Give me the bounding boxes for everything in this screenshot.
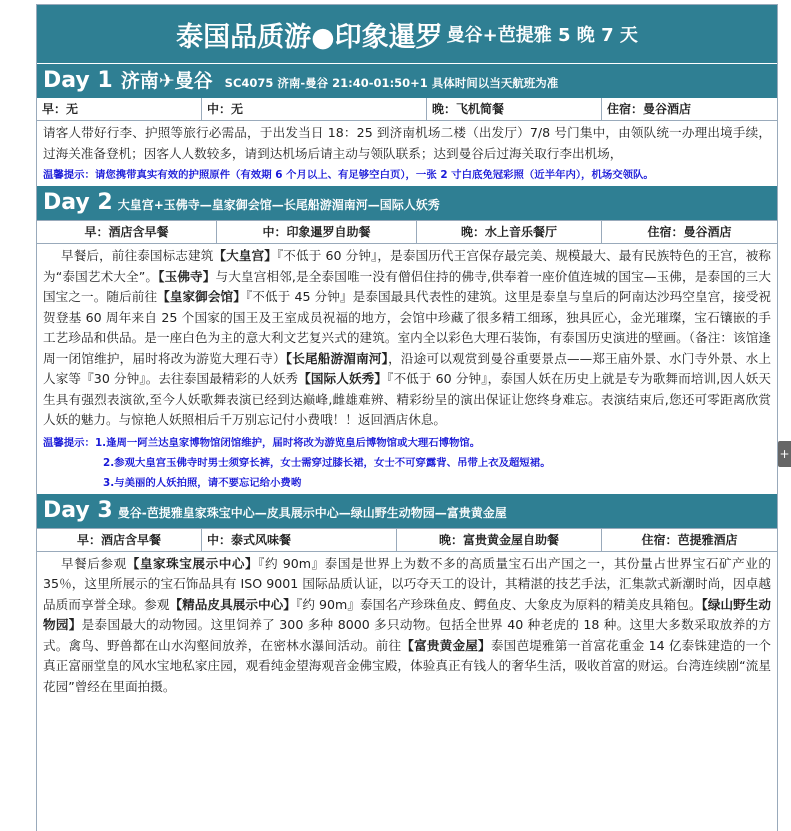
title-sub: 曼谷+芭提雅 5 晚 7 天 [446,25,638,46]
day2-text-6: 『不低于 60 分钟』，泰国人妖在历史上就是专为歌舞而培训,因人妖天生具有强烈表演欲,至今人妖歌舞表演已经到达巅峰,雌雄难辨、精彩纷呈的演出保证让您终身难忘。表演结束后,您还可零距离欣赏人妖的魅力。与惊艳人妖照相后千万别忘记付小费哦！！返回酒店休息。 [43,371,771,427]
day2-lunch: 中：印象暹罗自助餐 [217,221,417,243]
day1-meals [37,98,777,121]
day2-description [37,244,777,431]
day3-breakfast: 早：酒店含早餐 [37,529,202,551]
day1-breakfast: 早：无 [37,98,202,120]
day2-tip-3: 3.与美丽的人妖拍照，请不要忘记给小费哟 [103,476,302,489]
day1-tip: 温馨提示：请您携带真实有效的护照原件（有效期 6 个月以上、有足够空白页），一张 2 寸白底免冠彩照（近半年内），机场交领队。 [43,169,654,181]
day3-highlight-golden-house: 【富贵黄金屋】 [401,637,491,653]
day3-lunch: 中：泰式风味餐 [202,529,397,551]
day1-text: 请客人带好行李、护照等旅行必需品，于出发当日 18：25 到济南机场二楼（出发厅）7/8 号门集中，由领队统一办理出境手续，过海关准备登机；因客人人数较多，请到达机场后请主动与领队联系；达到曼谷后过海关取行李出机场， [43,125,771,161]
day2-meals [37,220,777,244]
plus-icon: + [779,447,790,461]
day3-highlight-jewelry: 【皇家珠宝展示中心】 [126,555,259,571]
day2-text-5: ，沿途可以观赏到曼谷重要景点——郑王庙外景、水门寺外景、水上人家等『30 分钟』。去往泰国最精彩的人妖秀 [43,350,772,386]
day2-tip-2: 2.参观大皇宫玉佛寺时男士须穿长裤，女士需穿过膝长裙，女士不可穿露背、吊带上衣及超短裙。 [103,456,551,469]
day3-dinner: 晚：富贵黄金屋自助餐 [397,529,602,551]
itinerary-document [36,4,778,831]
day1-route: 济南✈曼谷 [120,70,213,92]
day2-highlight-longtail-boat: 【长尾船游湄南河】 [285,350,389,366]
day2-highlight-ladyboy-show: 【国际人妖秀】 [298,371,388,386]
page-title [37,5,777,63]
title-main: 泰国品质游●印象暹罗 [176,21,443,53]
day3-description [37,552,777,698]
day2-text-3: 与大皇宫相邻,是全泰国唯一没有僧侣住持的佛寺,供奉着一座价值连城的国宝—玉佛，是泰国的三大国宝之一。随后前往 [43,268,771,304]
day1-header [37,63,777,98]
day3-number: Day 3 [43,497,113,523]
day3-route: 曼谷-芭提雅皇家珠宝中心—皮具展示中心—绿山野生动物园—富贵黄金屋 [117,505,507,520]
day2-text-4: 『不低于 45 分钟』是泰国最具代表性的建筑。这里是泰皇与皇后的阿南达沙玛空皇宫，接受祝贺登基 60 周年来自 25 个国家的国王及王室成员祝福的地方，会馆中珍藏了很多精工细琢，独具匠心，金光璀璨，宝石镶嵌的手工艺珍品和供品。是一座白色为主的意大利文艺复兴式的建筑。室内全以彩色大理石装饰，有泰国历史演进的壁画。（备注：该馆逢周一闭馆维护，届时将改为游览大理石寺） [43,289,772,366]
day1-hotel: 住宿：曼谷酒店 [607,102,692,116]
day2-text-2: 『不低于 60 分钟』，是泰国历代王宫保存最完美、规模最大、最有民族特色的王宫，被称为“泰国艺术大全”。 [43,248,771,284]
day2-highlight-emerald-buddha: 【玉佛寺】 [158,268,216,284]
day2-route: 大皇宫+玉佛寺—皇家御会馆—长尾船游湄南河—国际人妖秀 [117,198,440,212]
day3-highlight-zoo: 【绿山野生动物园】 [43,596,772,632]
day2-tip-1: 温馨提示：1.逢周一阿兰达皇家博物馆闭馆维护，届时将改为游览皇后博物馆或大理石博物馆。 [43,436,481,449]
day3-text-2: 『约 90m』泰国是世界上为数不多的高质量宝石出产国之一，其份量占世界宝石矿产业的 35％，这里所展示的宝石饰品具有 ISO 9001 国际品质认证，以巧夺天工的设计，其精湛的技艺手法，汇集款式新潮时尚，因卓越品质而享誉全球。参观 [43,555,772,612]
day2-header [37,185,777,220]
day2-hotel: 住宿：曼谷酒店 [647,225,732,239]
day2-breakfast: 早：酒店含早餐 [37,221,217,243]
day2-highlight-grand-palace: 【大皇宫】 [213,248,277,263]
day3-meals [37,528,777,552]
day1-flight: SC4075 济南-曼谷 21:40-01:50+1 具体时间以当天航班为准 [224,76,559,90]
day3-hotel: 住宿：芭提雅酒店 [641,532,738,547]
day1-dinner: 晚：飞机简餐 [427,98,602,120]
day2-text-1: 早餐后，前往泰国标志建筑 [61,248,214,263]
day1-lunch: 中：无 [202,98,427,120]
day1-description [37,121,777,165]
day3-header [37,493,777,528]
day1-number: Day 1 [43,68,113,93]
side-expand-button[interactable] [778,441,791,467]
day2-highlight-royal-hall: 【皇家御会馆】 [157,289,246,304]
day2-dinner: 晚：水上音乐餐厅 [417,221,602,243]
day3-text-4: 是泰国最大的动物园。这里饲养了 300 多种 8000 多只动物。包括全世界 40 种老虎的 18 种。这里大多数采取放养的方式。禽鸟、野兽都在山水沟壑间放养，在密林水瀑间活动。前往 [43,617,771,653]
day3-text-3: 『约 90m』泰国名产珍珠鱼皮、鳄鱼皮、大象皮为原料的精美皮具箱包。 [295,596,702,612]
day2-number: Day 2 [43,190,113,215]
day3-text-5: 泰国芭堤雅第一首富花重金 14 亿泰铢建造的一个真正富丽堂皇的风水宝地私家庄园，观看纯金望海观音金佛宝殿，体验真正有钱人的奢华生活，吸收首富的财运。台湾连续剧“流星花园”曾经在里面拍摄。 [43,637,772,694]
day3-highlight-leather: 【精品皮具展示中心】 [169,596,296,612]
day3-text-1: 早餐后参观 [61,555,127,571]
